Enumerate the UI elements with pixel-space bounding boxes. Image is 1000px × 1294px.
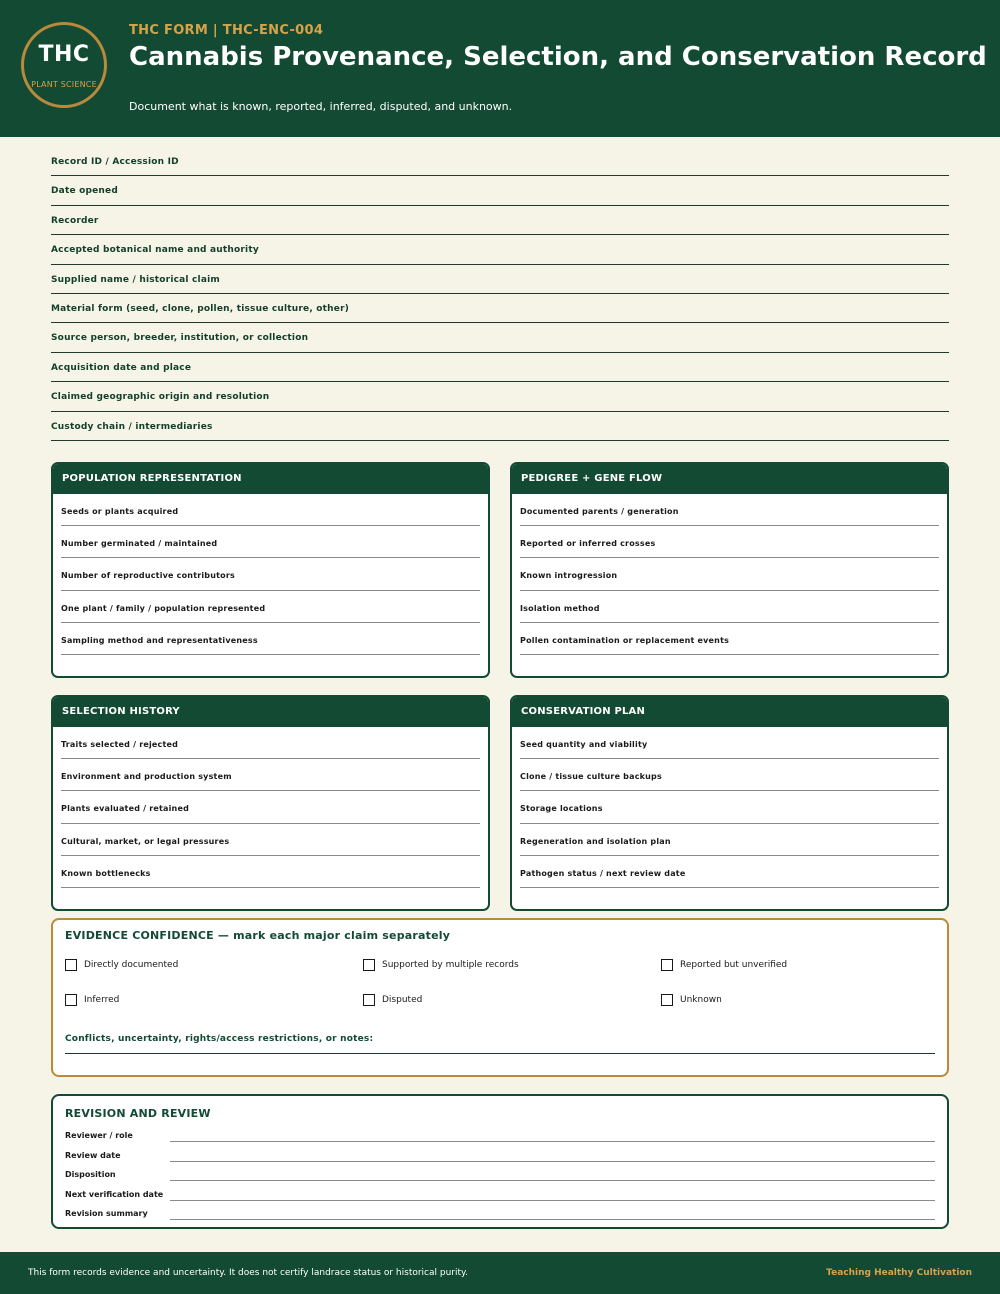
field-line[interactable] [170,1180,935,1181]
field-label: Material form (seed, clone, pollen, tissue culture, other) [51,303,350,314]
panel-field[interactable] [61,791,480,823]
record-field-acquisition[interactable] [51,353,949,382]
field-line[interactable] [170,1141,935,1142]
checkbox-multiple-records[interactable] [363,959,519,971]
record-field-recorder[interactable] [51,206,949,235]
checkbox-directly-documented[interactable] [65,959,178,971]
panel-title: POPULATION REPRESENTATION [53,464,488,494]
field-label: Number germinated / maintained [61,539,218,549]
field-line[interactable] [170,1219,935,1220]
field-label: Pollen contamination or replacement events [520,635,730,645]
checkbox-label: Inferred [84,995,120,1005]
field-label: Record ID / Accession ID [51,157,179,167]
section-title: EVIDENCE CONFIDENCE — mark each major claim separately [65,929,451,942]
field-label: Next verification date [65,1189,164,1199]
checkbox-disputed[interactable] [363,994,422,1006]
field-label: Known bottlenecks [61,868,151,878]
conservation-panel [510,695,949,911]
record-fields [51,147,949,441]
checkbox-label: Reported but unverified [680,960,788,970]
checkbox-icon[interactable] [363,959,375,971]
checkbox-inferred[interactable] [65,994,119,1006]
field-label: Plants evaluated / retained [61,804,189,814]
field-label: Documented parents / generation [520,507,679,516]
panel-field[interactable] [520,856,939,888]
selection-panel [51,695,490,911]
logo-subtext: PLANT SCIENCE [31,80,97,89]
field-label: Isolation method [520,603,600,613]
field-label: Supplied name / historical claim [51,274,220,285]
field-label: Claimed geographic origin and resolution [51,392,270,403]
panel-field[interactable] [520,591,939,623]
checkbox-label: Unknown [680,995,722,1005]
revision-review-section [51,1094,949,1229]
field-line[interactable] [170,1200,935,1201]
panel-field[interactable] [61,623,480,655]
field-label: Source person, breeder, institution, or collection [51,333,309,344]
panel-field[interactable] [61,727,480,759]
record-field-botanical-name[interactable] [51,235,949,264]
panel-field[interactable] [61,558,480,590]
checkbox-label: Directly documented [84,960,179,970]
field-label: Seeds or plants acquired [61,507,179,516]
panel-field[interactable] [61,824,480,856]
revision-field-disposition[interactable] [65,1168,935,1188]
field-label: Environment and production system [61,772,232,782]
footer-tagline: Teaching Healthy Cultivation [826,1268,972,1278]
checkbox-icon[interactable] [661,959,673,971]
section-title: REVISION AND REVIEW [65,1107,211,1120]
evidence-confidence-section [51,918,949,1077]
field-label: Cultural, market, or legal pressures [61,836,230,846]
checkbox-reported-unverified[interactable] [661,959,787,971]
field-label: Recorder [51,215,99,226]
panel-field[interactable] [520,759,939,791]
panel-field[interactable] [520,727,939,759]
field-label: Regeneration and isolation plan [520,836,671,846]
checkbox-unknown[interactable] [661,994,722,1006]
record-field-origin[interactable] [51,382,949,411]
field-label: Disposition [65,1170,116,1179]
field-label: One plant / family / population represented [61,603,266,613]
checkbox-icon[interactable] [65,959,77,971]
field-label: Custody chain / intermediaries [51,421,213,432]
page-subtitle: Document what is known, reported, inferred, disputed, and unknown. [129,100,513,113]
record-field-source[interactable] [51,323,949,352]
notes-field[interactable] [65,1053,935,1054]
field-label: Revision summary [65,1209,148,1218]
record-field-supplied-name[interactable] [51,265,949,294]
thc-logo [21,22,107,108]
panel-field[interactable] [61,856,480,888]
revision-field-reviewer[interactable] [65,1129,935,1149]
field-label: Number of reproductive contributors [61,571,235,581]
field-line[interactable] [170,1161,935,1162]
field-label: Traits selected / rejected [61,740,179,749]
panel-field[interactable] [61,494,480,526]
field-label: Known introgression [520,571,618,581]
record-field-custody-chain[interactable] [51,412,949,441]
form-code: THC FORM | THC-ENC-004 [129,23,324,38]
panel-field[interactable] [520,558,939,590]
field-label: Clone / tissue culture backups [520,772,662,782]
revision-field-next-verification[interactable] [65,1188,935,1208]
record-field-material-form[interactable] [51,294,949,323]
field-label: Reviewer / role [65,1131,133,1140]
panel-title: CONSERVATION PLAN [512,697,947,727]
field-label: Sampling method and representativeness [61,635,258,645]
record-field-date-opened[interactable] [51,176,949,205]
panel-field[interactable] [520,526,939,558]
panel-field[interactable] [520,824,939,856]
panel-title: SELECTION HISTORY [53,697,488,727]
header-banner [0,0,1000,137]
footer-bar [0,1252,1000,1294]
revision-field-summary[interactable] [65,1207,935,1227]
logo-text: THC [38,42,90,67]
record-field-accession-id[interactable] [51,147,949,176]
pedigree-panel [510,462,949,678]
field-label: Review date [65,1150,121,1160]
panel-title: PEDIGREE + GENE FLOW [512,464,947,494]
field-label: Accepted botanical name and authority [51,245,259,256]
footer-disclaimer: This form records evidence and uncertainty. It does not certify landrace status or historical purity. [28,1268,468,1278]
revision-field-review-date[interactable] [65,1149,935,1169]
panel-field[interactable] [61,526,480,558]
checkbox-label: Supported by multiple records [382,960,519,970]
checkbox-label: Disputed [382,995,423,1005]
page-title: Cannabis Provenance, Selection, and Conservation Record [129,42,987,72]
population-panel [51,462,490,678]
panel-field[interactable] [61,591,480,623]
field-label: Seed quantity and viability [520,740,648,749]
checkbox-icon[interactable] [661,994,673,1006]
field-label: Storage locations [520,804,603,814]
panel-field[interactable] [61,759,480,791]
checkbox-icon[interactable] [363,994,375,1006]
notes-label: Conflicts, uncertainty, rights/access restrictions, or notes: [65,1034,374,1044]
field-label: Date opened [51,186,118,197]
panel-field[interactable] [520,494,939,526]
panel-field[interactable] [520,623,939,655]
checkbox-icon[interactable] [65,994,77,1006]
field-label: Acquisition date and place [51,362,192,373]
field-label: Reported or inferred crosses [520,539,656,549]
field-label: Pathogen status / next review date [520,868,686,878]
panel-field[interactable] [520,791,939,823]
